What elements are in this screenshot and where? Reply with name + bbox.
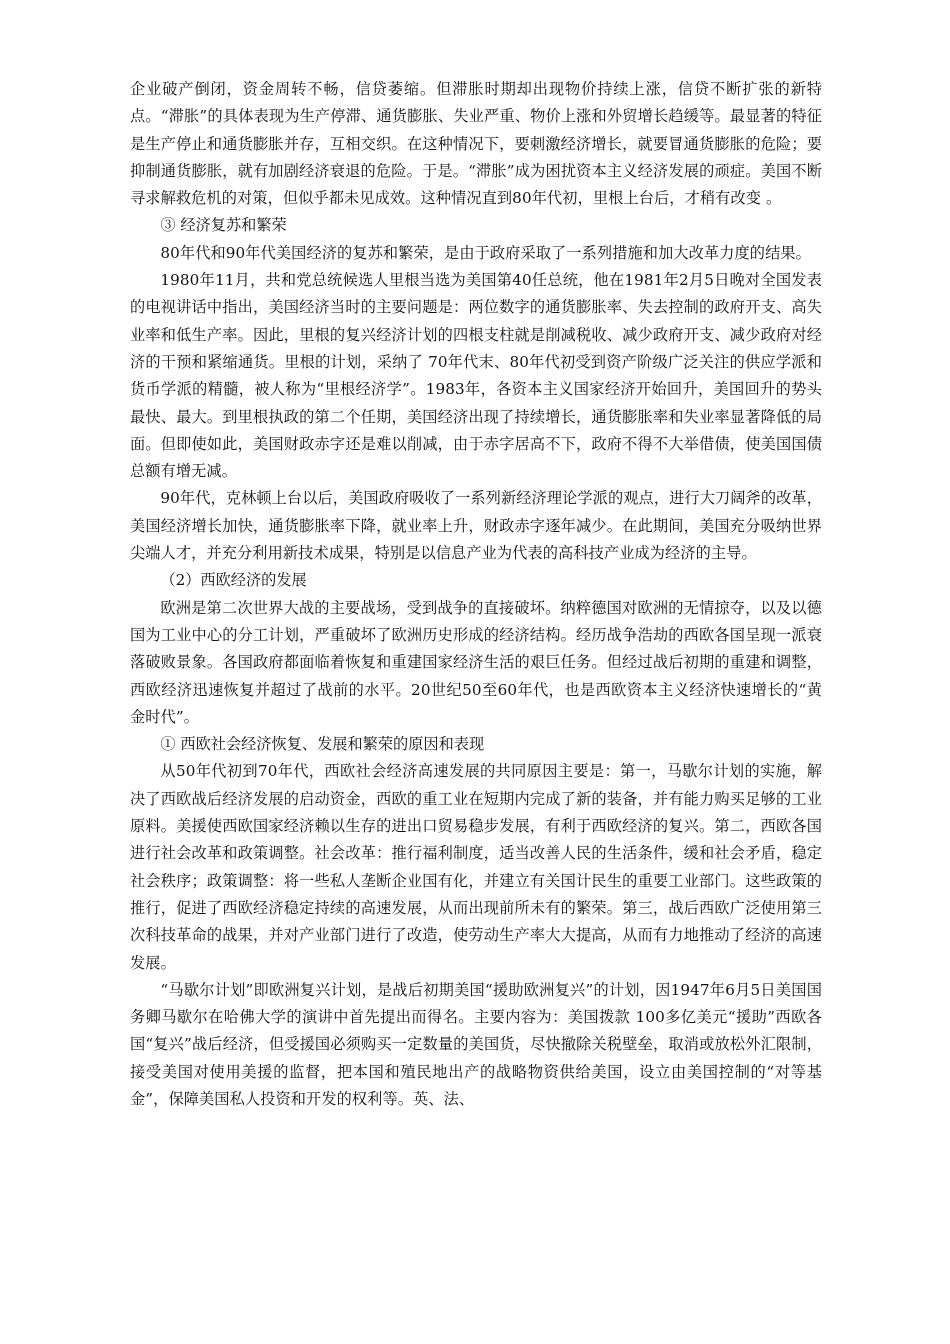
heading-western-europe: （2）西欧经济的发展 [160,571,307,590]
paragraph-stagflation-features: 企业破产倒闭，资金周转不畅，信贷萎缩。但滞胀时期却出现物价持续上涨，信贷不断扩张的新特点。“滞胀”的具体表现为生产停滞、通货膨胀、失业严重、物价上涨和外贸增长趋缓等。最显著的特征是生产停止和通货膨胀并存，互相交织。在这种情况下，要刺激经济增长，就要冒通货膨胀的危险；要抑制通货膨胀，就有加剧经济衰退的危险。于是。“滞胀”成为困扰资本主义经济发展的顽症。美国不断寻求解救危机的对策，但似乎都未见成效。这种情况直到80年代初，里根上台后，才稍有改变 。 [130,80,822,208]
paragraph-reaganomics: 1980年11月，共和党总统候选人里根当选为美国第40任总统，他在1981年2月5日晚对全国发表的电视讲话中指出，美国经济当时的主要问题是：两位数字的通货膨胀率、失去控制的政府开支、高失业率和低生产率。因此，里根的复兴经济计划的四根支柱就是削减税收、减少政府开支、减少政府对经济的干预和紧缩通货。里根的计划，采纳了 70年代末、80年代初受到资产阶级广泛关注的供应学派和货币学派的精髓，被人称为“里根经济学”。1983年，各资本主义国家经济开始回升，美国回升的势头最快、最大。到里根执政的第二个任期，美国经济出现了持续增长，通货膨胀率和失业率显著降低的局面。但即使如此，美国财政赤字还是难以削减，由于赤字居高不下，政府不得不大举借债，使美国国债总额有增无减。 [130,271,822,481]
paragraph-marshall-plan: “马歇尔计划”即欧洲复兴计划，是战后初期美国“援助欧洲复兴”的计划，因1947年6月5日美国国务卿马歇尔在哈佛大学的演讲中首先提出而得名。主要内容为：美国拨款 100多亿美元“援助”西欧各国“复兴”战后经济，但受援国必须购买一定数量的美国货，尽快撤除关税壁垒，取消或放松外汇限制，接受美国对使用美援的监督，把本国和殖民地出产的战略物资供给美国，设立由美国控制的“对等基金”，保障美国私人投资和开发的权利等。英、法、 [130,980,822,1108]
heading-europe-causes: ① 西欧社会经济恢复、发展和繁荣的原因和表现 [160,735,485,754]
document-page [130,76,822,1113]
paragraph-europe-war-damage: 欧洲是第二次世界大战的主要战场，受到战争的直接破坏。纳粹德国对欧洲的无情掠夺，以及以德国为工业中心的分工计划，严重破坏了欧洲历史形成的经济结构。经历战争浩劫的西欧各国呈现一派衰落破败景象。各国政府都面临着恢复和重建国家经济生活的艰巨任务。但经过战后初期的重建和调整，西欧经济迅速恢复并超过了战前的水平。20世纪50至60年代，也是西欧资本主义经济快速增长的“黄金时代”。 [130,598,822,726]
paragraph-europe-growth-reasons: 从50年代初到70年代，西欧社会经济高速发展的共同原因主要是：第一，马歇尔计划的实施，解决了西欧战后经济发展的启动资金，西欧的重工业在短期内完成了新的装备，并有能力购买足够的工业原料。美援使西欧国家经济赖以生存的进出口贸易稳步发展，有利于西欧经济的复兴。第二，西欧各国进行社会改革和政策调整。社会改革：推行福利制度，适当改善人民的生活条件，缓和社会矛盾，稳定社会秩序；政策调整：将一些私人垄断企业国有化，并建立有关国计民生的重要工业部门。这些政策的推行，促进了西欧经济稳定持续的高速发展，从而出现前所未有的繁荣。第三，战后西欧广泛使用第三次科技革命的战果，并对产业部门进行了改造，使劳动生产率大大提高，从而有力地推动了经济的高速发展。 [130,762,822,972]
heading-us-recovery: ③ 经济复苏和繁荣 [160,216,287,235]
paragraph-recovery-intro: 80年代和90年代美国经济的复苏和繁荣，是由于政府采取了一系列措施和加大改革力度的结果。 [160,243,811,262]
paragraph-clinton-era: 90年代，克林顿上台以后，美国政府吸收了一系列新经济理论学派的观点，进行大刀阔斧的改革，美国经济增长加快，通货膨胀率下降，就业率上升，财政赤字逐年减少。在此期间，美国充分吸纳世界尖端人才，并充分利用新技术成果，特别是以信息产业为代表的高科技产业成为经济的主导。 [130,489,822,563]
